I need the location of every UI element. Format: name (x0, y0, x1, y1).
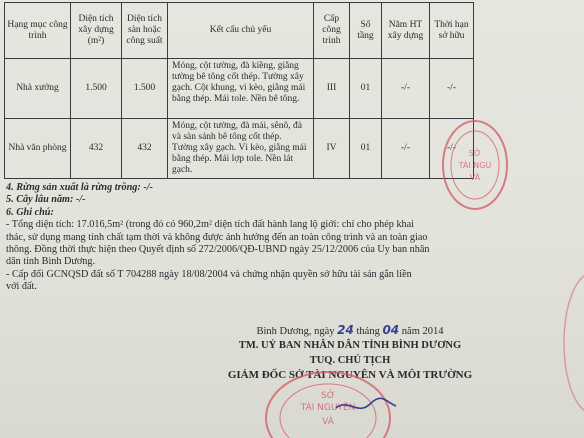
cell-structure: Móng, cột tường, đà kiềng, giằng tường bê tông cốt thép. Tường xây gạch. Cột khung, vì kèo, giằng mái bằng thép. Mái tole. Nền bê tông. (168, 59, 314, 119)
date-month-label: tháng (356, 326, 380, 337)
notes-section (6, 182, 582, 294)
cell-structure: Móng, cột tường, đà mái, sênô, đà và sàn sảnh bê tông cốt thép. Tường xây gạch. Vì kèo, giằng mái bằng thép. Mái lợp tole. Nền lát gạch. (168, 119, 314, 179)
header-year: Năm HT xây dựng (382, 3, 430, 59)
svg-text:TÀI NGUYÊN: TÀI NGUYÊN (300, 403, 356, 413)
note-line: với đất. (6, 281, 37, 293)
cell-floor-area: 1.500 (122, 59, 168, 119)
header-floors: Số tầng (350, 3, 382, 59)
section-4-forest: 4. Rừng sản xuất là rừng trồng: -/- (6, 182, 153, 193)
issuing-authority: TM. UỶ BAN NHÂN DÂN TỈNH BÌNH DƯƠNG (238, 340, 462, 351)
note-line: thác, sử dụng mang tính chất tạm thời và không được ảnh hưởng đến an toàn công trình và an toàn giao (6, 231, 428, 243)
construction-works-table (4, 2, 474, 179)
note-line: - Cấp đổi GCNQSD đất số T 704288 ngày 18/08/2004 và chứng nhận quyền sở hữu tài sản gắn liền (6, 268, 412, 280)
table-row (5, 59, 474, 119)
svg-text:SỞ: SỞ (321, 391, 335, 401)
svg-text:SỞ: SỞ (468, 149, 482, 158)
date-prefix: Bình Dương, ngày (256, 326, 335, 337)
section-6-notes-heading: 6. Ghi chú: (6, 206, 54, 218)
section-5-perennial-trees: 5. Cây lâu năm: -/- (6, 194, 86, 206)
cell-year: -/- (382, 59, 430, 119)
header-build-area: Diện tích xây dựng (m²) (71, 3, 122, 59)
cell-floor-area: 432 (122, 119, 168, 179)
header-ownership: Thời hạn sở hữu (430, 3, 474, 59)
header-item: Hạng mục công trình (5, 3, 71, 59)
cell-build-area: 1.500 (71, 59, 122, 119)
date-day: 24 (337, 323, 354, 337)
cell-ownership: -/- (430, 59, 474, 119)
cell-floors: 01 (350, 59, 382, 119)
table-row (5, 119, 474, 179)
signing-date (190, 323, 510, 337)
signer-title: GIÁM ĐỐC SỞ TÀI NGUYÊN VÀ MÔI TRƯỜNG (227, 369, 473, 381)
cell-grade: IV (314, 119, 350, 179)
svg-text:VÀ: VÀ (469, 173, 481, 182)
cell-grade: III (314, 59, 350, 119)
cell-item: Nhà xưởng (5, 59, 71, 119)
date-month: 04 (382, 323, 400, 337)
svg-text:VÀ: VÀ (322, 417, 334, 427)
header-floor-area: Diện tích sàn hoặc công suất (122, 3, 168, 59)
table-header-row (5, 3, 474, 59)
note-line: thông. Đồng thời thực hiện theo Quyết định số 272/2006/QĐ-UBND ngày 25/12/2006 của Ủy ban nhân (6, 244, 430, 256)
date-year: năm 2014 (401, 326, 444, 337)
cell-year: -/- (382, 119, 430, 179)
note-line: - Tổng diện tích: 17.016,5m² (trong đó có 960,2m² diện tích đất hành lang lộ giới: chỉ cho phép khai (6, 219, 414, 231)
cell-ownership: -/- (430, 119, 474, 179)
header-grade: Cấp công trình (314, 3, 350, 59)
header-structure: Kết cấu chủ yếu (168, 3, 314, 59)
cell-build-area: 432 (71, 119, 122, 179)
cell-floors: 01 (350, 119, 382, 179)
authorization-line: TUQ. CHỦ TỊCH (309, 355, 391, 366)
note-line: dân tỉnh Bình Dương. (6, 256, 96, 268)
cell-item: Nhà văn phòng (5, 119, 71, 179)
svg-text:TÀI NGU: TÀI NGU (458, 161, 492, 170)
